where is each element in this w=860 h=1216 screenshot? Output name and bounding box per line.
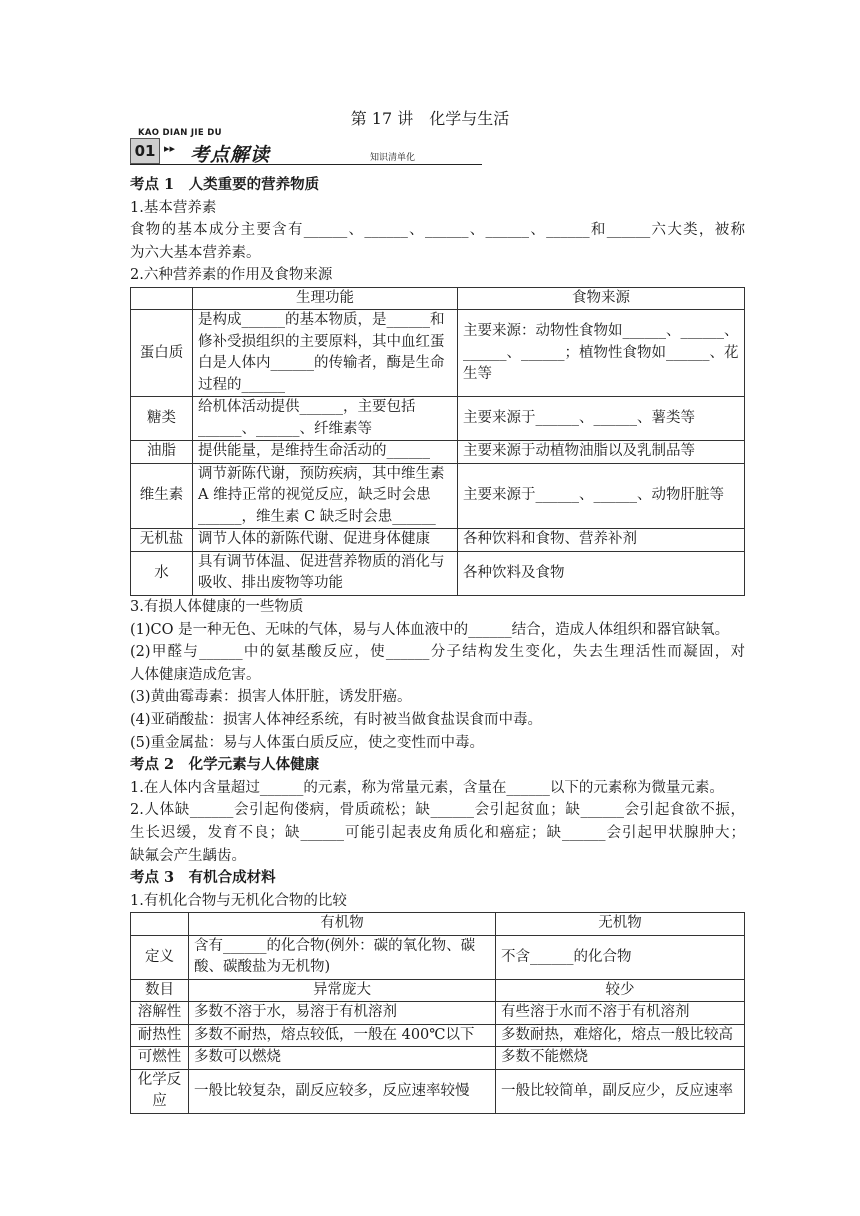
- table-row: [131, 1024, 745, 1047]
- table-cell: [131, 913, 189, 936]
- section-1-heading: 考点 1 人类重要的营养物质: [130, 176, 320, 193]
- banner-pinyin: KAO DIAN JIE DU: [138, 128, 222, 138]
- banner-title: 考点解读: [190, 144, 271, 166]
- table-cell: 多数耐热，难熔化，熔点一般比较高: [496, 1024, 745, 1047]
- table-cell: 主要来源于______、______、薯类等: [458, 397, 745, 441]
- table-row: [131, 441, 745, 464]
- s1-item-2b: 人体健康造成危害。: [130, 666, 261, 683]
- s2-para-2c: 缺氟会产生龋齿。: [130, 847, 246, 864]
- table-cell: 无机盐: [131, 529, 193, 552]
- table-row: [131, 979, 745, 1002]
- table-cell: 各种饮料及食物: [458, 551, 745, 595]
- table-cell: 耐热性: [131, 1024, 189, 1047]
- table-cell: 异常庞大: [189, 979, 496, 1002]
- table-cell: 较少: [496, 979, 745, 1002]
- table-cell: 数目: [131, 979, 189, 1002]
- section-3-heading: 考点 3 有机合成材料: [130, 869, 276, 887]
- table-cell: 各种饮料和食物、营养补剂: [458, 529, 745, 552]
- s3-sub-1: 1.有机化合物与无机化合物的比较: [130, 892, 347, 909]
- table-row: [131, 463, 745, 529]
- s1-item-3: (3)黄曲霉毒素：损害人体肝脏，诱发肝癌。: [130, 689, 412, 706]
- banner-subtitle: 知识清单化: [370, 153, 416, 163]
- table-header: 生理功能: [193, 287, 458, 310]
- table-cell: [131, 287, 193, 310]
- table-row: [131, 287, 745, 310]
- table-cell: 含有______的化合物(例外：碳的氧化物、碳酸、碳酸盐为无机物): [189, 935, 496, 979]
- table-row: [131, 551, 745, 595]
- section-2-heading: 考点 2 化学元素与人体健康: [130, 756, 320, 774]
- table-cell: 定义: [131, 935, 189, 979]
- table-row: [131, 913, 745, 936]
- table-header: 无机物: [496, 913, 745, 936]
- section-banner: [130, 126, 482, 168]
- table-cell: 糖类: [131, 397, 193, 441]
- s1-sub-2: 2.六种营养素的作用及食物来源: [130, 267, 333, 284]
- table-header: 有机物: [189, 913, 496, 936]
- table-cell: 多数不溶于水，易溶于有机溶剂: [189, 1002, 496, 1025]
- s1-item-4: (4)亚硝酸盐：损害人体神经系统，有时被当做食盐误食而中毒。: [130, 711, 543, 728]
- table-cell: 不含______的化合物: [496, 935, 745, 979]
- table-cell: 具有调节体温、促进营养物质的消化与吸收、排出废物等功能: [193, 551, 458, 595]
- table-cell: 多数不耐热，熔点较低，一般在 400℃以下: [189, 1024, 496, 1047]
- table-cell: 调节新陈代谢，预防疾病，其中维生素 A 维持正常的视觉反应，缺乏时会患______，维生素 C 缺乏时会患______: [193, 463, 458, 529]
- s2-para-2b: 生长迟缓，发育不良；缺______可能引起表皮角质化和癌症；缺______会引起甲状腺肿大；: [130, 824, 745, 841]
- table-cell: 溶解性: [131, 1002, 189, 1025]
- banner-underline: [130, 164, 482, 165]
- table-row: [131, 1047, 745, 1070]
- double-arrow-icon: ▸▸: [164, 142, 176, 155]
- table-cell: 主要来源：动物性食物如______、______、______、______；植物性食物如______、花生等: [458, 310, 745, 397]
- table-cell: 一般比较简单，副反应少，反应速率: [496, 1069, 745, 1113]
- s1-sub-1: 1.基本营养素: [130, 199, 217, 216]
- table-cell: 有些溶于水而不溶于有机溶剂: [496, 1002, 745, 1025]
- table-row: [131, 935, 745, 979]
- table-row: [131, 310, 745, 397]
- s1-item-1: (1)CO 是一种无色、无味的气体，易与人体血液中的______结合，造成人体组织和器官缺氧。: [130, 621, 730, 638]
- table-cell: 化学反应: [131, 1069, 189, 1113]
- table-cell: 多数不能燃烧: [496, 1047, 745, 1070]
- table-cell: 一般比较复杂，副反应较多，反应速率较慢: [189, 1069, 496, 1113]
- s2-para-2a: 2.人体缺______会引起佝偻病，骨质疏松；缺______会引起贫血；缺______会引起食欲不振，: [130, 802, 745, 819]
- table-cell: 油脂: [131, 441, 193, 464]
- table-row: [131, 1069, 745, 1113]
- table-cell: 多数可以燃烧: [189, 1047, 496, 1070]
- s1-sub-3: 3.有损人体健康的一些物质: [130, 598, 304, 615]
- table-cell: 调节人体的新陈代谢、促进身体健康: [193, 529, 458, 552]
- s2-para-1: 1.在人体内含量超过______的元素，称为常量元素，含量在______以下的元素称为微量元素。: [130, 779, 724, 796]
- table-cell: 是构成______的基本物质，是______和修补受损组织的主要原料，其中血红蛋白是人体内______的传输者，酶是生命过程的______: [193, 310, 458, 397]
- banner-number: 01: [130, 138, 160, 164]
- table-cell: 给机体活动提供______，主要包括______、______、纤维素等: [193, 397, 458, 441]
- table-cell: 提供能量，是维持生命活动的______: [193, 441, 458, 464]
- content: [130, 174, 745, 1114]
- table-row: [131, 397, 745, 441]
- table-cell: 水: [131, 551, 193, 595]
- nutrient-table: [130, 287, 745, 596]
- s1-para-1b: 为六大基本营养素。: [130, 244, 261, 261]
- s1-para-1a: 食物的基本成分主要含有______、______、______、______、______和______六大类，被称: [130, 222, 745, 239]
- table-row: [131, 529, 745, 552]
- table-cell: 蛋白质: [131, 310, 193, 397]
- table-cell: 维生素: [131, 463, 193, 529]
- s1-item-5: (5)重金属盐：易与人体蛋白质反应，使之变性而中毒。: [130, 734, 485, 751]
- lecture-title: 第 17 讲 化学与生活: [350, 109, 510, 128]
- compound-comparison-table: [130, 912, 745, 1114]
- table-cell: 主要来源于动植物油脂以及乳制品等: [458, 441, 745, 464]
- table-row: [131, 1002, 745, 1025]
- table-header: 食物来源: [458, 287, 745, 310]
- table-cell: 可燃性: [131, 1047, 189, 1070]
- s1-item-2a: (2)甲醛与______中的氨基酸反应，使______分子结构发生变化，失去生理活性而凝固，对: [130, 644, 745, 661]
- table-cell: 主要来源于______、______、动物肝脏等: [458, 463, 745, 529]
